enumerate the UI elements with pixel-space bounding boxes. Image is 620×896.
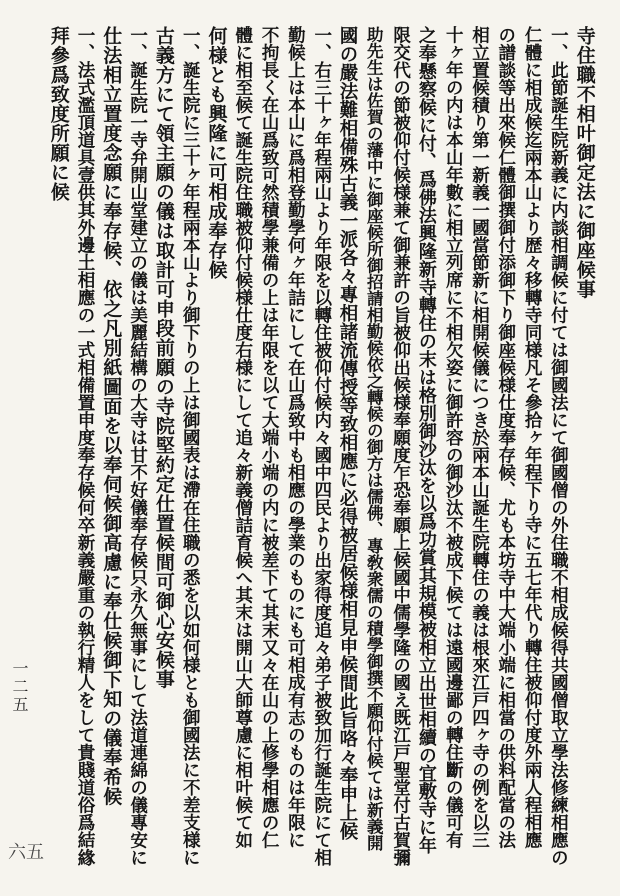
text-column: 仕法相立置度念願に奉存候、依之凡別紙圖面を以奉伺候御高慮に奉仕候御下知の儀奉希候 <box>100 26 123 806</box>
text-column: 體に相至候て誕生院住職被仰付候様仕度右様にして追々新義僧詰育候へ其末は開山大師尊慮に相叶候て如 <box>232 26 253 849</box>
text-column: 拜參爲致度所願に候 <box>47 26 70 202</box>
text-column: 限交代の節被仰付候様兼て御兼許の旨被仰出候様奉願度乍恐奉願上候國中儒學隆の國え既江戸聖堂付古賀彌 <box>390 26 411 866</box>
text-column: 何様とも興隆に可相成奉存候 <box>205 26 228 280</box>
corner-mark: 六五 <box>8 842 44 863</box>
text-column: 國の嚴法難相備殊古義一派各々專相諸流傳授等致相應に必得被居候様相見申候間此旨咯々奉申上候 <box>337 26 358 840</box>
text-column: 一、右三十ヶ年程兩山より年限を以轉住被仰付候内々國中四民より出家得度追々弟子被致加行誕生院にて相 <box>311 26 332 866</box>
text-column: 仁體に相成候迄兩本山より歴々移轉寺同様凡そ參拾ヶ年程下り寺に五七年代り轉住被仰付度外兩人程相應 <box>522 26 543 849</box>
page-number: 一二五 <box>10 660 29 714</box>
text-column: 勤候上は本山に爲相登勤學何ヶ年詰にして在山爲致中も相應の學業のものにも可相成有志のものは年限に <box>285 26 306 849</box>
text-column: 寺住職不相叶御定法に御座候事 <box>573 26 596 299</box>
text-column: 一、法式濫頂道具壹供其外邊土相應の一式相備置申度奉存候何卒新義嚴重の執行精人をして貴賤道俗爲結緣 <box>75 26 95 866</box>
text-column: 之奉懸察候に付、爲佛法興隆新寺轉住の末は格別御沙汰を以爲功賞其規模被相立出世相續の宜敷寺に年 <box>415 26 437 854</box>
text-column: の譜談等出來候仁體御撰御付添御下り御座候様仕度奉存候、尤も本坊寺中大端小端に相當の供料配當の法 <box>495 26 516 849</box>
text-column: 十ヶ年の内は本山年數に相立列席に不相欠姿に御許容の御沙汰不被成下候ては遠國邊鄙の轉住斷の儀可有 <box>443 26 464 849</box>
text-column: 一、誕生院に三十ヶ年程兩本山より御下りの上は御國表は滯在住職の悉を以如何様とも御國法に不差支様に <box>180 26 201 866</box>
text-column: 一、誕生院一寺弁開山堂建立の儀は美麗結構の大寺は甘不好儀奉存候只永久無事にして法道連綿の儀專安に <box>127 26 148 866</box>
text-column: 不拘長く在山爲致可然積學兼備の上は年限を以て大端小端の内に被差下て其末又々在山の上修學相應の仁 <box>259 26 280 849</box>
text-column: 一、此節誕生院新義に内談相調候に付ては御國法にて御國僧の外住職不相成候得共國僧取立學法修練相應の <box>548 26 569 866</box>
text-column: 助先生は佐賀の藩中に御座候所御招請相勤候依之轉候の御方は儒佛、專敎衆儒の積學御撰不願仰付候ては新義開 <box>364 26 384 851</box>
text-column: 相立置候積り第一新義一國當節新に相開候儀につき於兩本山誕生院轉住の義は根來江戸四ヶ寺の例を以三 <box>469 26 490 849</box>
text-column: 古義方にて領主願の儀は取計可申段前願の寺院堅約定仕置候間可御心安候事 <box>152 26 175 689</box>
